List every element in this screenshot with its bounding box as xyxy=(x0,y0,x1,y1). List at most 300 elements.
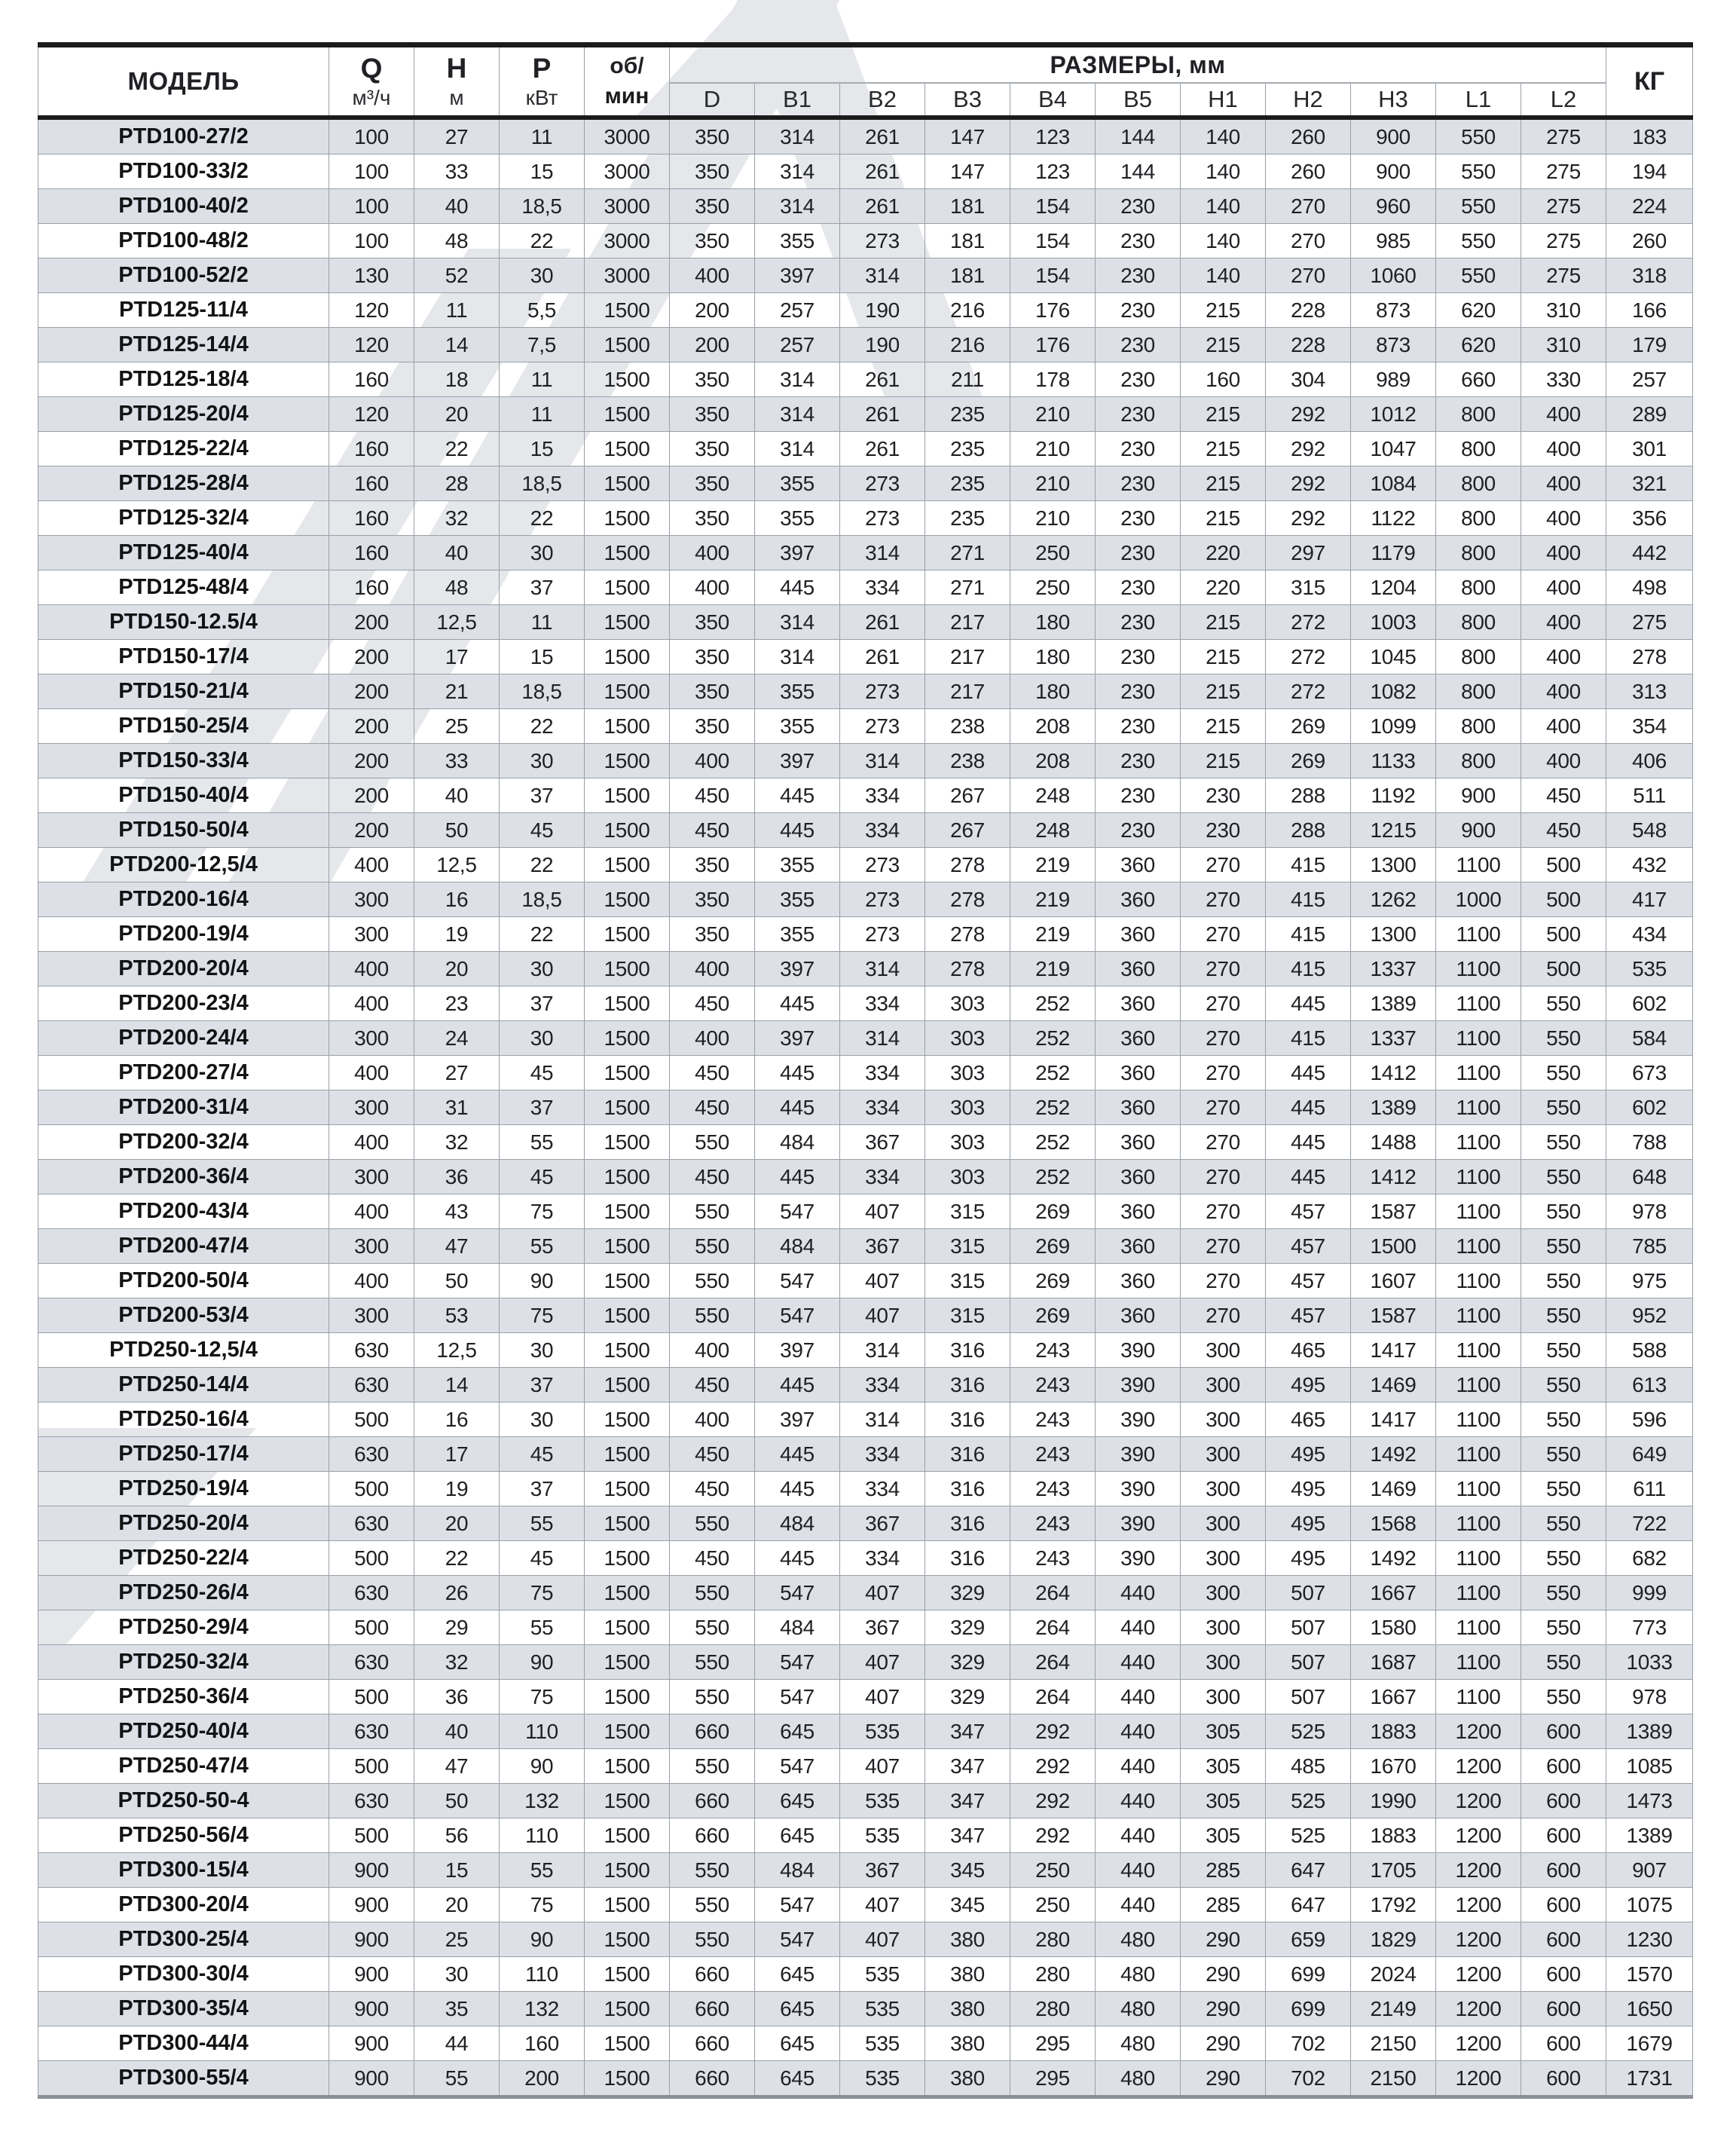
value-cell: 22 xyxy=(414,1541,500,1576)
value-cell: 264 xyxy=(1010,1680,1096,1714)
value-cell: 100 xyxy=(329,118,414,154)
column-header-h2: H2 xyxy=(1266,83,1351,118)
value-cell: 600 xyxy=(1521,1957,1606,1992)
table-row xyxy=(38,1749,1693,1784)
value-cell: 313 xyxy=(1606,674,1693,709)
value-cell: 465 xyxy=(1266,1402,1351,1437)
value-cell: 47 xyxy=(414,1749,500,1784)
value-cell: 289 xyxy=(1606,397,1693,432)
value-cell: 235 xyxy=(925,397,1010,432)
value-cell: 350 xyxy=(670,917,755,952)
value-cell: 17 xyxy=(414,640,500,674)
value-cell: 1500 xyxy=(585,328,670,362)
value-cell: 440 xyxy=(1096,1853,1181,1888)
value-cell: 630 xyxy=(329,1368,414,1402)
value-cell: 350 xyxy=(670,224,755,258)
p-unit: кВт xyxy=(525,86,558,110)
value-cell: 334 xyxy=(840,1437,925,1472)
table-row xyxy=(38,1818,1693,1853)
value-cell: 584 xyxy=(1606,1021,1693,1056)
value-cell: 50 xyxy=(414,1264,500,1298)
value-cell: 166 xyxy=(1606,293,1693,328)
value-cell: 500 xyxy=(329,1680,414,1714)
value-cell: 1500 xyxy=(585,1992,670,2026)
value-cell: 960 xyxy=(1351,189,1436,224)
value-cell: 450 xyxy=(670,1160,755,1194)
value-cell: 350 xyxy=(670,848,755,882)
value-cell: 252 xyxy=(1010,1125,1096,1160)
value-cell: 300 xyxy=(1181,1402,1266,1437)
value-cell: 217 xyxy=(925,605,1010,640)
value-cell: 278 xyxy=(925,917,1010,952)
value-cell: 1192 xyxy=(1351,778,1436,813)
value-cell: 200 xyxy=(329,709,414,744)
value-cell: 390 xyxy=(1096,1506,1181,1541)
value-cell: 1100 xyxy=(1436,848,1521,882)
value-cell: 290 xyxy=(1181,1957,1266,1992)
value-cell: 31 xyxy=(414,1090,500,1125)
value-cell: 180 xyxy=(1010,674,1096,709)
value-cell: 450 xyxy=(670,813,755,848)
value-cell: 354 xyxy=(1606,709,1693,744)
value-cell: 1100 xyxy=(1436,1680,1521,1714)
value-cell: 440 xyxy=(1096,1749,1181,1784)
value-cell: 1500 xyxy=(585,1298,670,1333)
model-cell: PTD250-29/4 xyxy=(38,1610,329,1645)
value-cell: 181 xyxy=(925,224,1010,258)
value-cell: 407 xyxy=(840,1680,925,1714)
value-cell: 215 xyxy=(1181,501,1266,536)
p-symbol: Р xyxy=(532,52,552,84)
value-cell: 550 xyxy=(1436,258,1521,293)
value-cell: 1500 xyxy=(585,466,670,501)
table-row xyxy=(38,1610,1693,1645)
model-cell: PTD125-48/4 xyxy=(38,570,329,605)
table-row xyxy=(38,293,1693,328)
value-cell: 230 xyxy=(1181,778,1266,813)
value-cell: 190 xyxy=(840,293,925,328)
model-cell: PTD125-18/4 xyxy=(38,362,329,397)
value-cell: 200 xyxy=(329,640,414,674)
value-cell: 535 xyxy=(840,1957,925,1992)
value-cell: 1200 xyxy=(1436,2061,1521,2097)
value-cell: 630 xyxy=(329,1645,414,1680)
value-cell: 550 xyxy=(1521,986,1606,1021)
value-cell: 334 xyxy=(840,1160,925,1194)
value-cell: 230 xyxy=(1096,293,1181,328)
value-cell: 275 xyxy=(1521,224,1606,258)
value-cell: 1500 xyxy=(585,501,670,536)
value-cell: 252 xyxy=(1010,986,1096,1021)
value-cell: 900 xyxy=(329,2061,414,2097)
column-header-b4: B4 xyxy=(1010,83,1096,118)
value-cell: 400 xyxy=(1521,744,1606,778)
value-cell: 18,5 xyxy=(500,882,585,917)
value-cell: 55 xyxy=(500,1229,585,1264)
value-cell: 800 xyxy=(1436,744,1521,778)
value-cell: 1469 xyxy=(1351,1368,1436,1402)
value-cell: 33 xyxy=(414,154,500,189)
value-cell: 773 xyxy=(1606,1610,1693,1645)
value-cell: 200 xyxy=(329,744,414,778)
value-cell: 3000 xyxy=(585,258,670,293)
model-cell: PTD250-12,5/4 xyxy=(38,1333,329,1368)
value-cell: 645 xyxy=(755,2026,840,2061)
value-cell: 243 xyxy=(1010,1402,1096,1437)
table-row xyxy=(38,1090,1693,1125)
table-row xyxy=(38,1368,1693,1402)
value-cell: 275 xyxy=(1606,605,1693,640)
table-row xyxy=(38,709,1693,744)
value-cell: 1100 xyxy=(1436,1576,1521,1610)
value-cell: 200 xyxy=(329,674,414,709)
value-cell: 535 xyxy=(1606,952,1693,986)
value-cell: 37 xyxy=(500,778,585,813)
value-cell: 267 xyxy=(925,778,1010,813)
value-cell: 300 xyxy=(329,1090,414,1125)
value-cell: 230 xyxy=(1096,605,1181,640)
value-cell: 660 xyxy=(670,1992,755,2026)
value-cell: 261 xyxy=(840,362,925,397)
value-cell: 300 xyxy=(1181,1368,1266,1402)
value-cell: 1100 xyxy=(1436,1194,1521,1229)
model-cell: PTD150-17/4 xyxy=(38,640,329,674)
value-cell: 2149 xyxy=(1351,1992,1436,2026)
value-cell: 380 xyxy=(925,2061,1010,2097)
value-cell: 30 xyxy=(500,1402,585,1437)
model-cell: PTD150-33/4 xyxy=(38,744,329,778)
value-cell: 550 xyxy=(1521,1298,1606,1333)
value-cell: 1500 xyxy=(585,1472,670,1506)
value-cell: 292 xyxy=(1266,466,1351,501)
value-cell: 547 xyxy=(755,1298,840,1333)
value-cell: 1389 xyxy=(1351,986,1436,1021)
value-cell: 269 xyxy=(1010,1229,1096,1264)
table-row xyxy=(38,2026,1693,2061)
value-cell: 500 xyxy=(329,1402,414,1437)
value-cell: 1100 xyxy=(1436,1472,1521,1506)
column-header-h3: H3 xyxy=(1351,83,1436,118)
value-cell: 1200 xyxy=(1436,1888,1521,1922)
model-cell: PTD150-40/4 xyxy=(38,778,329,813)
value-cell: 1000 xyxy=(1436,882,1521,917)
value-cell: 220 xyxy=(1181,536,1266,570)
value-cell: 445 xyxy=(755,1472,840,1506)
value-cell: 645 xyxy=(755,2061,840,2097)
value-cell: 613 xyxy=(1606,1368,1693,1402)
value-cell: 235 xyxy=(925,432,1010,466)
value-cell: 19 xyxy=(414,1472,500,1506)
value-cell: 1100 xyxy=(1436,1056,1521,1090)
table-row xyxy=(38,1333,1693,1368)
value-cell: 1100 xyxy=(1436,1264,1521,1298)
value-cell: 288 xyxy=(1266,778,1351,813)
column-header-h xyxy=(414,45,500,118)
value-cell: 400 xyxy=(1521,605,1606,640)
value-cell: 329 xyxy=(925,1680,1010,1714)
value-cell: 788 xyxy=(1606,1125,1693,1160)
value-cell: 270 xyxy=(1181,1298,1266,1333)
value-cell: 314 xyxy=(755,640,840,674)
value-cell: 230 xyxy=(1096,432,1181,466)
value-cell: 500 xyxy=(329,1749,414,1784)
value-cell: 1003 xyxy=(1351,605,1436,640)
value-cell: 50 xyxy=(414,1784,500,1818)
model-cell: PTD200-32/4 xyxy=(38,1125,329,1160)
value-cell: 303 xyxy=(925,1160,1010,1194)
value-cell: 285 xyxy=(1181,1888,1266,1922)
value-cell: 367 xyxy=(840,1610,925,1645)
value-cell: 952 xyxy=(1606,1298,1693,1333)
value-cell: 445 xyxy=(755,778,840,813)
value-cell: 495 xyxy=(1266,1368,1351,1402)
value-cell: 270 xyxy=(1181,882,1266,917)
value-cell: 900 xyxy=(329,1853,414,1888)
value-cell: 660 xyxy=(670,1784,755,1818)
value-cell: 400 xyxy=(670,1402,755,1437)
value-cell: 25 xyxy=(414,709,500,744)
value-cell: 445 xyxy=(755,1541,840,1576)
value-cell: 978 xyxy=(1606,1680,1693,1714)
value-cell: 445 xyxy=(755,1090,840,1125)
value-cell: 500 xyxy=(1521,882,1606,917)
value-cell: 45 xyxy=(500,1160,585,1194)
value-cell: 900 xyxy=(1436,813,1521,848)
value-cell: 20 xyxy=(414,397,500,432)
value-cell: 1500 xyxy=(585,1888,670,1922)
value-cell: 550 xyxy=(670,1749,755,1784)
value-cell: 800 xyxy=(1436,432,1521,466)
value-cell: 535 xyxy=(840,1818,925,1853)
model-cell: PTD300-15/4 xyxy=(38,1853,329,1888)
value-cell: 360 xyxy=(1096,1125,1181,1160)
value-cell: 900 xyxy=(329,1992,414,2026)
value-cell: 445 xyxy=(755,813,840,848)
value-cell: 278 xyxy=(925,882,1010,917)
value-cell: 270 xyxy=(1181,1160,1266,1194)
value-cell: 350 xyxy=(670,466,755,501)
value-cell: 273 xyxy=(840,917,925,952)
value-cell: 630 xyxy=(329,1784,414,1818)
value-cell: 215 xyxy=(1181,466,1266,501)
value-cell: 3000 xyxy=(585,118,670,154)
value-cell: 1829 xyxy=(1351,1922,1436,1957)
model-cell: PTD250-47/4 xyxy=(38,1749,329,1784)
table-row xyxy=(38,1784,1693,1818)
value-cell: 390 xyxy=(1096,1333,1181,1368)
value-cell: 224 xyxy=(1606,189,1693,224)
value-cell: 100 xyxy=(329,224,414,258)
value-cell: 450 xyxy=(670,1541,755,1576)
value-cell: 647 xyxy=(1266,1888,1351,1922)
value-cell: 600 xyxy=(1521,1818,1606,1853)
value-cell: 32 xyxy=(414,501,500,536)
model-cell: PTD100-48/2 xyxy=(38,224,329,258)
value-cell: 329 xyxy=(925,1645,1010,1680)
value-cell: 548 xyxy=(1606,813,1693,848)
value-cell: 1500 xyxy=(585,1818,670,1853)
value-cell: 250 xyxy=(1010,570,1096,605)
value-cell: 400 xyxy=(1521,709,1606,744)
value-cell: 32 xyxy=(414,1125,500,1160)
value-cell: 1200 xyxy=(1436,1957,1521,1992)
value-cell: 45 xyxy=(500,1541,585,1576)
value-cell: 550 xyxy=(1521,1472,1606,1506)
value-cell: 1500 xyxy=(585,813,670,848)
value-cell: 360 xyxy=(1096,848,1181,882)
model-cell: PTD300-20/4 xyxy=(38,1888,329,1922)
value-cell: 702 xyxy=(1266,2026,1351,2061)
value-cell: 415 xyxy=(1266,882,1351,917)
value-cell: 22 xyxy=(500,848,585,882)
value-cell: 440 xyxy=(1096,1818,1181,1853)
table-row xyxy=(38,224,1693,258)
value-cell: 180 xyxy=(1010,640,1096,674)
model-cell: PTD200-36/4 xyxy=(38,1160,329,1194)
value-cell: 53 xyxy=(414,1298,500,1333)
value-cell: 243 xyxy=(1010,1333,1096,1368)
value-cell: 295 xyxy=(1010,2026,1096,2061)
value-cell: 215 xyxy=(1181,744,1266,778)
value-cell: 1100 xyxy=(1436,1125,1521,1160)
value-cell: 230 xyxy=(1096,258,1181,293)
value-cell: 315 xyxy=(925,1298,1010,1333)
value-cell: 144 xyxy=(1096,154,1181,189)
value-cell: 43 xyxy=(414,1194,500,1229)
value-cell: 1500 xyxy=(585,397,670,432)
value-cell: 200 xyxy=(329,778,414,813)
table-row xyxy=(38,1645,1693,1680)
h-unit: м xyxy=(449,86,464,110)
model-cell: PTD250-17/4 xyxy=(38,1437,329,1472)
column-header-l2: L2 xyxy=(1521,83,1606,118)
value-cell: 1417 xyxy=(1351,1402,1436,1437)
value-cell: 261 xyxy=(840,189,925,224)
value-cell: 300 xyxy=(329,1229,414,1264)
value-cell: 2150 xyxy=(1351,2061,1436,2097)
value-cell: 480 xyxy=(1096,1957,1181,1992)
value-cell: 24 xyxy=(414,1021,500,1056)
value-cell: 300 xyxy=(329,917,414,952)
value-cell: 260 xyxy=(1266,154,1351,189)
value-cell: 550 xyxy=(1521,1645,1606,1680)
value-cell: 450 xyxy=(1521,778,1606,813)
value-cell: 702 xyxy=(1266,2061,1351,2097)
value-cell: 397 xyxy=(755,952,840,986)
value-cell: 550 xyxy=(670,1922,755,1957)
value-cell: 500 xyxy=(329,1818,414,1853)
value-cell: 434 xyxy=(1606,917,1693,952)
value-cell: 400 xyxy=(329,1194,414,1229)
value-cell: 15 xyxy=(500,154,585,189)
value-cell: 235 xyxy=(925,501,1010,536)
value-cell: 310 xyxy=(1521,293,1606,328)
value-cell: 154 xyxy=(1010,189,1096,224)
value-cell: 132 xyxy=(500,1992,585,2026)
value-cell: 22 xyxy=(414,432,500,466)
value-cell: 22 xyxy=(500,917,585,952)
value-cell: 978 xyxy=(1606,1194,1693,1229)
value-cell: 1580 xyxy=(1351,1610,1436,1645)
table-row xyxy=(38,1229,1693,1264)
value-cell: 261 xyxy=(840,432,925,466)
value-cell: 36 xyxy=(414,1160,500,1194)
value-cell: 160 xyxy=(329,501,414,536)
value-cell: 1500 xyxy=(585,2026,670,2061)
table-row xyxy=(38,1125,1693,1160)
value-cell: 215 xyxy=(1181,397,1266,432)
value-cell: 273 xyxy=(840,224,925,258)
value-cell: 216 xyxy=(925,328,1010,362)
value-cell: 600 xyxy=(1521,1714,1606,1749)
value-cell: 120 xyxy=(329,328,414,362)
value-cell: 11 xyxy=(500,605,585,640)
value-cell: 1389 xyxy=(1351,1090,1436,1125)
value-cell: 26 xyxy=(414,1576,500,1610)
model-cell: PTD200-20/4 xyxy=(38,952,329,986)
value-cell: 11 xyxy=(500,118,585,154)
value-cell: 260 xyxy=(1266,118,1351,154)
value-cell: 40 xyxy=(414,1714,500,1749)
value-cell: 329 xyxy=(925,1576,1010,1610)
value-cell: 1492 xyxy=(1351,1541,1436,1576)
value-cell: 273 xyxy=(840,674,925,709)
value-cell: 989 xyxy=(1351,362,1436,397)
value-cell: 450 xyxy=(1521,813,1606,848)
value-cell: 1100 xyxy=(1436,1368,1521,1402)
value-cell: 355 xyxy=(755,674,840,709)
value-cell: 1100 xyxy=(1436,1333,1521,1368)
value-cell: 334 xyxy=(840,1541,925,1576)
model-cell: PTD125-11/4 xyxy=(38,293,329,328)
value-cell: 230 xyxy=(1096,224,1181,258)
value-cell: 600 xyxy=(1521,1784,1606,1818)
value-cell: 999 xyxy=(1606,1576,1693,1610)
value-cell: 1100 xyxy=(1436,1402,1521,1437)
value-cell: 380 xyxy=(925,1957,1010,1992)
column-header-p xyxy=(500,45,585,118)
value-cell: 29 xyxy=(414,1610,500,1645)
value-cell: 290 xyxy=(1181,2026,1266,2061)
value-cell: 550 xyxy=(670,1125,755,1160)
value-cell: 45 xyxy=(500,1056,585,1090)
value-cell: 228 xyxy=(1266,293,1351,328)
value-cell: 230 xyxy=(1096,536,1181,570)
value-cell: 1300 xyxy=(1351,848,1436,882)
table-row xyxy=(38,1472,1693,1506)
value-cell: 314 xyxy=(840,536,925,570)
value-cell: 305 xyxy=(1181,1714,1266,1749)
value-cell: 417 xyxy=(1606,882,1693,917)
value-cell: 15 xyxy=(414,1853,500,1888)
value-cell: 440 xyxy=(1096,1888,1181,1922)
value-cell: 350 xyxy=(670,154,755,189)
value-cell: 673 xyxy=(1606,1056,1693,1090)
value-cell: 440 xyxy=(1096,1714,1181,1749)
value-cell: 55 xyxy=(500,1506,585,1541)
value-cell: 15 xyxy=(500,640,585,674)
value-cell: 1792 xyxy=(1351,1888,1436,1922)
value-cell: 314 xyxy=(755,432,840,466)
value-cell: 445 xyxy=(1266,1090,1351,1125)
value-cell: 500 xyxy=(329,1541,414,1576)
value-cell: 600 xyxy=(1521,2061,1606,2097)
value-cell: 1200 xyxy=(1436,1749,1521,1784)
value-cell: 215 xyxy=(1181,709,1266,744)
value-cell: 722 xyxy=(1606,1506,1693,1541)
value-cell: 219 xyxy=(1010,952,1096,986)
value-cell: 278 xyxy=(1606,640,1693,674)
